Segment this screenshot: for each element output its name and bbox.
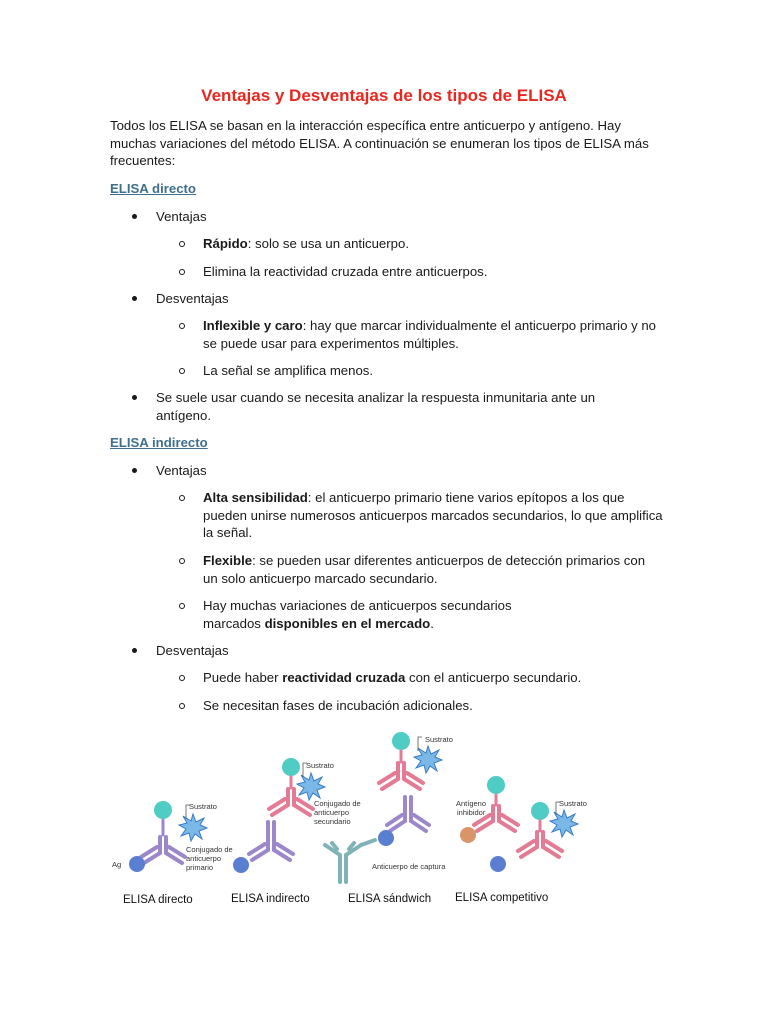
bullet-dot: [132, 296, 137, 301]
direct-note-item: [156, 389, 626, 424]
sub-bullet-circle: [179, 558, 185, 564]
indirect-dis-1-bold: reactividad cruzada: [282, 670, 406, 685]
label-captura: Anticuerpo de captura: [372, 862, 446, 871]
label-inhibidor-2: inhibidor: [457, 808, 486, 817]
section-heading-direct: ELISA directo: [110, 181, 196, 196]
antigen: [129, 856, 145, 872]
sub-bullet-circle: [179, 495, 185, 501]
direct-dis-1: [203, 317, 663, 352]
direct-dis-2-text: La señal se amplifica menos.: [203, 363, 374, 378]
caption-indirect: ELISA indirecto: [231, 893, 310, 905]
bullet-dot: [132, 648, 137, 653]
elisa-types-figure: [100, 725, 600, 915]
primary-antibody: [249, 822, 293, 860]
panel-competitive: [455, 776, 587, 904]
direct-adv-1: [203, 235, 663, 253]
direct-disadvantages-item: [156, 290, 656, 308]
indirect-adv-1-bold: Alta sensibilidad: [203, 490, 308, 505]
secondary-antibody: [269, 789, 313, 815]
label-ag: Ag: [112, 860, 122, 869]
label-conjugado-sec-2: anticuerpo: [314, 808, 350, 817]
indirect-disadvantages-label: Desventajas: [156, 643, 229, 658]
indirect-adv-2: [203, 552, 663, 587]
section-heading-indirect: ELISA indirecto: [110, 435, 208, 450]
sub-bullet-circle: [179, 675, 185, 681]
substrate-enzyme: [154, 801, 172, 819]
indirect-dis-2-text: Se necesitan fases de incubación adicionales.: [203, 698, 473, 713]
primary-antibody: [387, 797, 429, 831]
caption-sandwich: ELISA sándwich: [348, 893, 432, 905]
substrate-burst-icon: [297, 773, 325, 800]
indirect-adv-2-bold: Flexible: [203, 553, 253, 568]
indirect-dis-2: [203, 697, 663, 715]
substrate-burst-icon: [179, 814, 207, 841]
label-sustrato: Sustrato: [425, 735, 453, 744]
direct-adv-1-text: : solo se usa un anticuerpo.: [247, 236, 409, 251]
indirect-adv-3-end: .: [430, 615, 434, 631]
substrate-burst-icon: [550, 810, 578, 837]
indirect-dis-1-end: con el anticuerpo secundario.: [405, 670, 582, 685]
capture-antibody: [325, 840, 375, 882]
sub-bullet-circle: [179, 603, 185, 609]
sub-bullet-circle: [179, 241, 185, 247]
bullet-dot: [132, 468, 137, 473]
bullet-dot: [132, 395, 137, 400]
panel-direct: [112, 801, 233, 906]
indirect-dis-1: [203, 669, 663, 687]
indirect-adv-2-text: : se pueden usar diferentes anticuerpos de detección primarios con un solo anticuerpo marcado secundario.: [203, 553, 646, 586]
indirect-advantages-item: [156, 462, 656, 480]
label-sustrato: Sustrato: [559, 799, 587, 808]
direct-dis-1-text: : hay que marcar individualmente el anticuerpo primario y no se puede usar para experimentos múltiples.: [203, 318, 657, 351]
direct-adv-1-bold: Rápido: [203, 236, 248, 251]
caption-direct: ELISA directo: [123, 894, 193, 906]
detection-antibody: [518, 832, 562, 857]
indirect-adv-1: [203, 489, 663, 542]
label-conjugado-1: Conjugado de: [186, 845, 233, 854]
indirect-adv-3: [203, 597, 543, 632]
inhibitor-antigen: [460, 827, 476, 843]
indirect-adv-3-text: Hay muchas variaciones de anticuerpos secundarios marcados: [203, 598, 512, 631]
indirect-dis-1-text: Puede haber: [203, 670, 283, 685]
sub-bullet-circle: [179, 269, 185, 275]
direct-advantages-label: Ventajas: [156, 209, 207, 224]
sub-bullet-circle: [179, 703, 185, 709]
document-title: Ventajas y Desventajas de los tipos de ELISA: [201, 86, 567, 105]
direct-adv-2: [203, 263, 663, 281]
antigen: [378, 830, 394, 846]
substrate-enzyme: [282, 758, 300, 776]
indirect-adv-1-text: : el anticuerpo primario tiene varios epítopos a los que pueden unirse numerosos anticuerpos marcados secundarios, lo que amplifica la señal.: [203, 490, 663, 540]
substrate-enzyme: [531, 802, 549, 820]
indirect-adv-3-bold: disponibles en el mercado: [264, 615, 431, 631]
direct-disadvantages-label: Desventajas: [156, 291, 229, 306]
label-conjugado-3: primario: [186, 863, 214, 872]
label-sustrato: Sustrato: [306, 761, 334, 770]
label-conjugado-sec-3: secundario: [314, 817, 351, 826]
sub-bullet-circle: [179, 323, 185, 329]
direct-adv-2-text: Elimina la reactividad cruzada entre anticuerpos.: [203, 264, 488, 279]
label-conjugado-2: anticuerpo: [186, 854, 222, 863]
sub-bullet-circle: [179, 368, 185, 374]
substrate-enzyme: [487, 776, 505, 794]
bullet-dot: [132, 214, 137, 219]
direct-dis-2: [203, 362, 663, 380]
label-inhibidor-1: Antígeno: [456, 799, 487, 808]
direct-note-text: Se suele usar cuando se necesita analizar la respuesta inmunitaria ante un antígeno.: [156, 390, 596, 423]
primary-antibody: [141, 837, 185, 863]
direct-dis-1-bold: Inflexible y caro: [203, 318, 303, 333]
label-sustrato: Sustrato: [189, 802, 217, 811]
antigen: [233, 857, 249, 873]
indirect-advantages-label: Ventajas: [156, 463, 207, 478]
antigen: [490, 856, 506, 872]
label-conjugado-sec-1: Conjugado de: [314, 799, 361, 808]
direct-advantages-item: [156, 208, 656, 226]
substrate-enzyme: [392, 732, 410, 750]
caption-competitive: ELISA competitivo: [455, 892, 549, 904]
intro-paragraph: Todos los ELISA se basan en la interacción específica entre anticuerpo y antígeno. Hay muchas variaciones del método ELISA. A continuación se enumeran los tipos de ELISA más frecuentes:: [110, 118, 649, 168]
indirect-disadvantages-item: [156, 642, 656, 660]
